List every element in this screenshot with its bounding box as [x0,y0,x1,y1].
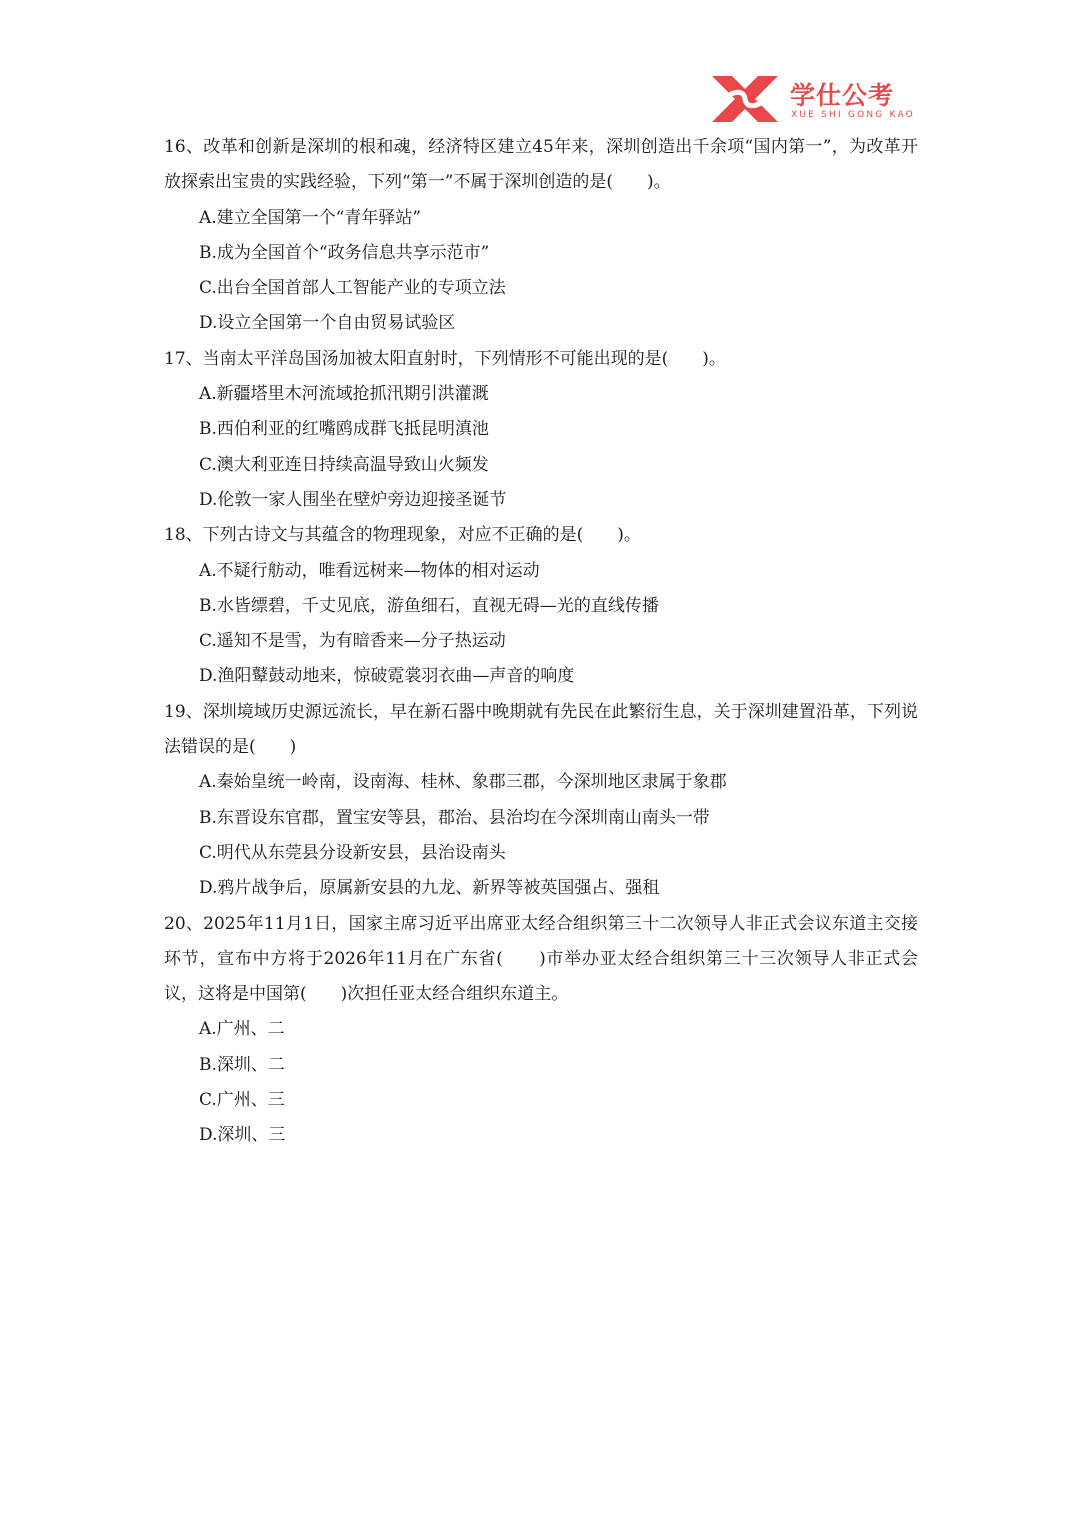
option-d: D.伦敦一家人围坐在壁炉旁边迎接圣诞节 [199,489,507,510]
option-c: C.澳大利亚连日持续高温导致山火频发 [199,454,489,475]
option-c: C.广州、三 [199,1090,285,1111]
question-stem: 17、当南太平洋岛国汤加被太阳直射时，下列情形不可能出现的是( )。 [164,348,726,369]
question-stem: 16、改革和创新是深圳的根和魂，经济特区建立45年来，深圳创造出千余项“国内第一”，为改革开放探索出宝贵的实践经验，下列“第一”不属于深圳创造的是( )。 [164,137,918,193]
option-b: B.西伯利亚的红嘴鸥成群飞抵昆明滇池 [199,419,489,440]
question-17 [164,342,918,518]
brand-name-cn: 学仕公考 [790,81,895,110]
option-c: C.明代从东莞县分设新安县，县治设南头 [199,842,506,863]
question-stem: 19、深圳境域历史源远流长，早在新石器中晚期就有先民在此繁衍生息，关于深圳建置沿革，下列说法错误的是( ) [164,701,918,758]
question-16 [164,130,918,342]
question-list [164,130,918,1154]
option-b: B.东晋设东官郡，置宝安等县，郡治、县治均在今深圳南山南头一带 [199,807,710,828]
option-d: D.渔阳鼙鼓动地来，惊破霓裳羽衣曲—声音的响度 [199,666,575,687]
option-c: C.遥知不是雪，为有暗香来—分子热运动 [199,631,506,652]
question-18 [164,518,918,694]
option-a: A.广州、二 [199,1019,285,1040]
option-d: D.深圳、三 [199,1125,286,1146]
question-19 [164,695,918,907]
option-d: D.设立全国第一个自由贸易试验区 [199,313,456,334]
option-b: B.深圳、二 [199,1054,285,1075]
question-stem: 18、下列古诗文与其蕴含的物理现象，对应不正确的是( )。 [164,525,641,546]
option-d: D.鸦片战争后，原属新安县的九龙、新界等被英国强占、强租 [199,878,660,899]
option-a: A.新疆塔里木河流域抢抓汛期引洪灌溉 [199,384,489,405]
option-b: B.成为全国首个“政务信息共享示范市” [199,242,490,263]
option-a: A.秦始皇统一岭南，设南海、桂林、象郡三郡，今深圳地区隶属于象郡 [199,772,727,793]
xs-logo-mark-icon [710,74,780,124]
option-a: A.不疑行舫动，唯看远树来—物体的相对运动 [199,560,540,581]
question-stem: 20、2025年11月1日，国家主席习近平出席亚太经合组织第三十二次领导人非正式会议东道主交接环节，宣布中方将于2026年11月在广东省( )市举办亚太经合组织第三十三次领导人非正式会议，这将是中国第( )次担任亚太经合组织东道主。 [164,913,918,1005]
option-b: B.水皆缥碧，千丈见底，游鱼细石，直视无碍—光的直线传播 [199,595,659,616]
brand-logo [710,74,920,126]
option-c: C.出台全国首部人工智能产业的专项立法 [199,278,506,299]
question-20 [164,907,918,1154]
brand-name-en: XUE SHI GONG KAO [791,110,915,120]
option-a: A.建立全国第一个“青年驿站” [199,207,422,228]
